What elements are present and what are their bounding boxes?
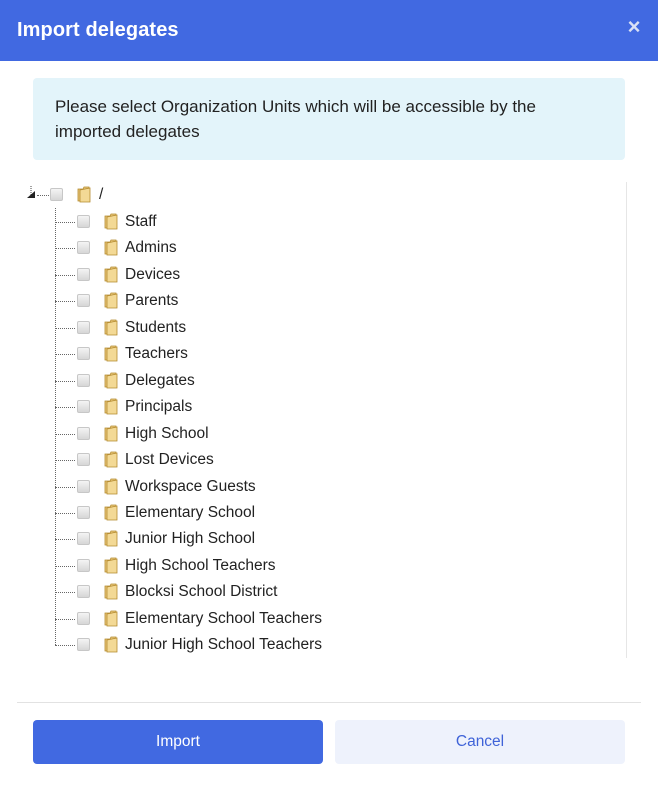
folder-icon <box>76 186 92 203</box>
tree-item[interactable] <box>55 235 575 261</box>
tree-item-checkbox[interactable] <box>77 480 90 493</box>
dialog-header <box>0 0 658 61</box>
tree-item-checkbox[interactable] <box>77 241 90 254</box>
tree-item-checkbox[interactable] <box>77 506 90 519</box>
info-message: Please select Organization Units which will be accessible by the imported delegates <box>33 78 625 160</box>
tree-item-label[interactable]: High School <box>125 424 209 442</box>
tree-item[interactable] <box>55 606 575 632</box>
tree-item-checkbox[interactable] <box>77 638 90 651</box>
tree-item[interactable] <box>55 447 575 473</box>
tree-item[interactable] <box>55 526 575 552</box>
tree-item-checkbox[interactable] <box>77 215 90 228</box>
folder-icon <box>103 583 119 600</box>
tree-connector <box>55 301 75 302</box>
tree-connector <box>55 513 75 514</box>
tree-connector <box>55 275 75 276</box>
tree-item-checkbox[interactable] <box>77 453 90 466</box>
tree-item-label[interactable]: Workspace Guests <box>125 477 256 495</box>
close-icon[interactable]: × <box>627 14 641 39</box>
tree-item[interactable] <box>55 474 575 500</box>
tree-connector <box>55 619 75 620</box>
tree-item-label[interactable]: Students <box>125 318 187 336</box>
tree-item-label[interactable]: Delegates <box>125 371 195 389</box>
tree-item-label[interactable]: Devices <box>125 265 181 283</box>
folder-icon <box>103 213 119 230</box>
tree-connector <box>55 222 75 223</box>
tree-scrollbar[interactable] <box>626 182 641 658</box>
folder-icon <box>103 319 119 336</box>
tree-item-label[interactable]: Teachers <box>125 345 188 363</box>
root-checkbox[interactable] <box>50 188 63 201</box>
tree-item-checkbox[interactable] <box>77 268 90 281</box>
folder-icon <box>103 530 119 547</box>
tree-connector <box>55 434 75 435</box>
tree-connector <box>55 592 75 593</box>
tree-item-label[interactable]: Elementary School <box>125 503 256 521</box>
folder-icon <box>103 636 119 653</box>
tree-connector <box>55 354 75 355</box>
tree-connector <box>55 539 75 540</box>
folder-icon <box>103 345 119 362</box>
footer-divider <box>17 702 641 703</box>
tree-item[interactable] <box>55 341 575 367</box>
tree-item-label[interactable]: Junior High School <box>125 530 256 548</box>
tree-connector <box>55 566 75 567</box>
tree-item-checkbox[interactable] <box>77 612 90 625</box>
tree-item[interactable] <box>55 262 575 288</box>
tree-connector <box>55 645 75 646</box>
folder-icon <box>103 266 119 283</box>
folder-icon <box>103 425 119 442</box>
tree-root-node <box>17 182 517 208</box>
tree-item-checkbox[interactable] <box>77 347 90 360</box>
folder-icon <box>103 398 119 415</box>
tree-item[interactable] <box>55 632 575 658</box>
tree-item[interactable] <box>55 288 575 314</box>
folder-icon <box>103 292 119 309</box>
tree-connector <box>55 328 75 329</box>
folder-icon <box>103 610 119 627</box>
tree-item[interactable] <box>55 579 575 605</box>
dialog-title: Import delegates <box>17 19 179 41</box>
tree-item[interactable] <box>55 394 575 420</box>
tree-item-label[interactable]: High School Teachers <box>125 556 276 574</box>
tree-item[interactable] <box>55 368 575 394</box>
tree-item-label[interactable]: Junior High School Teachers <box>125 636 323 654</box>
tree-item-label[interactable]: Lost Devices <box>125 451 214 469</box>
tree-connector <box>55 248 75 249</box>
tree-item-checkbox[interactable] <box>77 532 90 545</box>
tree-item[interactable] <box>55 421 575 447</box>
folder-icon <box>103 451 119 468</box>
import-button[interactable]: Import <box>33 720 323 764</box>
tree-item[interactable] <box>55 315 575 341</box>
tree-item[interactable] <box>55 553 575 579</box>
tree-item-checkbox[interactable] <box>77 559 90 572</box>
tree-collapse-icon[interactable] <box>25 186 39 200</box>
tree-item-checkbox[interactable] <box>77 321 90 334</box>
tree-item-checkbox[interactable] <box>77 374 90 387</box>
folder-icon <box>103 239 119 256</box>
tree-item-checkbox[interactable] <box>77 400 90 413</box>
root-label[interactable]: / <box>99 186 104 203</box>
tree-item[interactable] <box>55 209 575 235</box>
folder-icon <box>103 372 119 389</box>
tree-item[interactable] <box>55 500 575 526</box>
cancel-button[interactable]: Cancel <box>335 720 625 764</box>
tree-item-checkbox[interactable] <box>77 427 90 440</box>
tree-connector <box>55 381 75 382</box>
tree-connector <box>55 460 75 461</box>
tree-item-label[interactable]: Elementary School Teachers <box>125 609 323 627</box>
tree-item-checkbox[interactable] <box>77 294 90 307</box>
tree-item-label[interactable]: Admins <box>125 239 177 257</box>
org-unit-tree <box>17 182 641 658</box>
tree-connector <box>55 407 75 408</box>
tree-item-label[interactable]: Principals <box>125 398 193 416</box>
tree-item-label[interactable]: Parents <box>125 292 179 310</box>
folder-icon <box>103 478 119 495</box>
folder-icon <box>103 504 119 521</box>
folder-icon <box>103 557 119 574</box>
tree-item-label[interactable]: Blocksi School District <box>125 583 278 601</box>
tree-item-label[interactable]: Staff <box>125 213 157 230</box>
tree-connector <box>55 487 75 488</box>
tree-item-checkbox[interactable] <box>77 585 90 598</box>
